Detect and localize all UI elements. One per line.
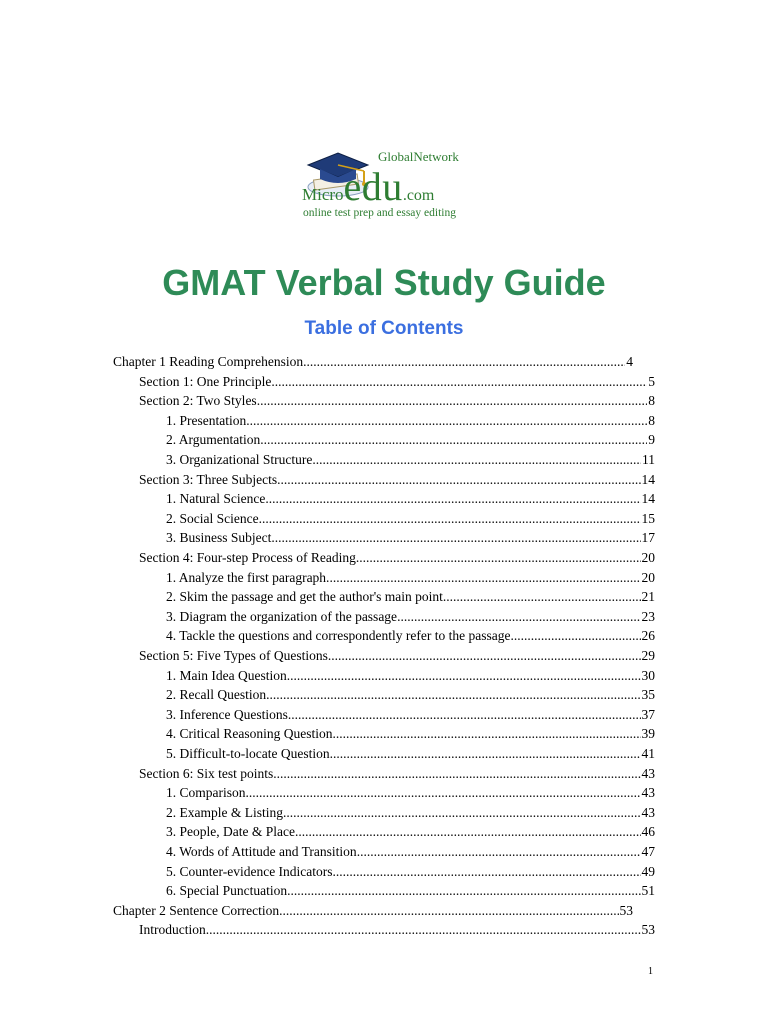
toc-entry[interactable] — [139, 920, 655, 940]
toc-leader-dots — [271, 528, 640, 548]
toc-entry[interactable] — [166, 744, 655, 764]
toc-entry-title: 4. Critical Reasoning Question — [166, 726, 333, 742]
toc-leader-dots — [265, 489, 640, 509]
microedu-logo — [298, 145, 478, 225]
toc-entry-page: 29 — [641, 648, 655, 663]
toc-leader-dots — [333, 862, 641, 882]
toc-entry-page: 43 — [641, 765, 655, 781]
toc-entry-page: 14 — [641, 491, 655, 507]
toc-leader-dots — [288, 705, 641, 725]
toc-leader-dots — [328, 646, 641, 666]
logo-tagline: online test prep and essay editing — [303, 207, 456, 219]
toc-entry-title: 3. Diagram the organization of the passage — [166, 608, 398, 624]
toc-entry[interactable] — [113, 901, 633, 921]
toc-entry-page: 21 — [641, 589, 655, 605]
toc-entry-title: 6. Special Punctuation — [166, 883, 288, 899]
toc-leader-dots — [357, 842, 641, 862]
toc-leader-dots — [330, 744, 641, 764]
toc-entry[interactable] — [166, 862, 655, 882]
toc-entry-title: 2. Social Science — [166, 510, 259, 526]
toc-entry-title: Chapter 2 Sentence Correction — [113, 902, 280, 918]
toc-entry[interactable] — [166, 430, 655, 450]
toc-entry-title: 1. Presentation — [166, 412, 247, 428]
toc-entry[interactable] — [166, 666, 655, 686]
toc-leader-dots — [514, 626, 641, 646]
toc-entry-page: 53 — [641, 922, 655, 938]
toc-entry-page: 46 — [641, 824, 655, 840]
toc-entry-page: 30 — [641, 667, 655, 683]
toc-entry[interactable] — [166, 607, 655, 627]
toc-entry-page: 4 — [626, 354, 633, 369]
toc-entry[interactable] — [166, 587, 655, 607]
toc-leader-dots — [397, 607, 640, 627]
toc-entry[interactable] — [113, 352, 633, 372]
toc-entry-page: 20 — [641, 569, 655, 585]
toc-leader-dots — [287, 881, 640, 901]
toc-entry[interactable] — [166, 822, 655, 842]
toc-leader-dots — [295, 822, 641, 842]
toc-entry[interactable] — [166, 705, 655, 725]
toc-entry-page: 8 — [648, 412, 655, 428]
toc-entry[interactable] — [139, 372, 655, 392]
toc-entry-title: 3. Business Subject — [166, 530, 272, 546]
toc-leader-dots — [266, 685, 640, 705]
toc-leader-dots — [273, 764, 640, 784]
toc-entry[interactable] — [166, 528, 655, 548]
toc-entry-page: 53 — [619, 902, 633, 918]
toc-entry-title: 5. Difficult-to-locate Question — [166, 746, 330, 761]
toc-entry[interactable] — [166, 626, 655, 646]
toc-entry-title: 3. People, Date & Place — [166, 824, 295, 840]
toc-leader-dots — [303, 352, 625, 372]
toc-entry[interactable] — [166, 489, 655, 509]
toc-entry-page: 11 — [642, 452, 655, 467]
toc-entry-page: 26 — [641, 628, 655, 644]
toc-entry[interactable] — [166, 685, 655, 705]
toc-entry[interactable] — [166, 509, 655, 529]
toc-entry-page: 23 — [641, 608, 655, 624]
toc-entry-title: 1. Comparison — [166, 785, 246, 801]
toc-entry-title: 1. Natural Science — [166, 491, 266, 507]
toc-entry-page: 35 — [641, 687, 655, 703]
toc-entry-title: 1. Analyze the first paragraph. — [166, 569, 330, 585]
toc-leader-dots — [246, 411, 647, 431]
toc-entry-title: 4. Words of Attitude and Transition — [166, 844, 357, 859]
toc-entry-page: 39 — [641, 726, 655, 742]
toc-entry[interactable] — [166, 842, 655, 862]
toc-entry-title: Chapter 1 Reading Comprehension — [113, 354, 304, 369]
logo-brand-prefix: Micro — [302, 185, 344, 204]
toc-entry-page: 51 — [641, 883, 655, 899]
toc-leader-dots — [246, 783, 641, 803]
toc-entry-page: 43 — [641, 804, 655, 820]
page-number: 1 — [648, 966, 653, 977]
toc-entry[interactable] — [139, 391, 655, 411]
toc-entry-title: Section 3: Three Subjects — [139, 471, 278, 487]
toc-entry-page: 43 — [641, 785, 655, 801]
toc-entry-title: 2. Example & Listing — [166, 804, 283, 820]
toc-entry-page: 8 — [648, 393, 655, 409]
logo-brand-main: edu — [343, 164, 403, 209]
logo-brand-suffix: .com — [402, 187, 435, 204]
toc-entry-title: 1. Main Idea Question — [166, 667, 287, 683]
toc-leader-dots — [277, 470, 640, 490]
toc-entry-title: 2. Skim the passage and get the author's main point. — [166, 589, 447, 605]
toc-leader-dots — [206, 920, 641, 940]
toc-entry-title: Section 6: Six test points — [139, 765, 274, 781]
toc-leader-dots — [287, 666, 641, 686]
toc-entry[interactable] — [139, 764, 655, 784]
toc-entry[interactable] — [166, 783, 655, 803]
toc-entry-page: 37 — [641, 706, 655, 722]
toc-entry-page: 5 — [648, 373, 655, 389]
toc-leader-dots — [259, 509, 641, 529]
toc-entry-title: 2. Recall Question — [166, 687, 267, 703]
toc-entry-page: 17 — [641, 530, 655, 546]
toc-entry[interactable] — [139, 646, 655, 666]
toc-entry-page: 14 — [641, 471, 655, 487]
toc-leader-dots — [279, 901, 618, 921]
toc-entry-page: 41 — [641, 746, 655, 761]
toc-entry-title: Introduction — [139, 922, 206, 938]
toc-entry-title: 3. Organizational Structure — [166, 452, 313, 467]
toc-entry-title: 2. Argumentation — [166, 432, 261, 448]
toc-entry-title: Section 4: Four-step Process of Reading — [139, 550, 356, 565]
toc-leader-dots — [356, 548, 641, 568]
logo-network-text: GlobalNetwork — [378, 149, 459, 164]
toc-entry-page: 20 — [641, 550, 655, 565]
toc-entry[interactable] — [166, 450, 655, 470]
logo-brand — [302, 163, 434, 210]
toc-entry-title: 3. Inference Questions — [166, 706, 288, 722]
toc-leader-dots — [332, 724, 640, 744]
toc-entry-title: 5. Counter-evidence Indicators — [166, 863, 333, 879]
toc-entry-page: 9 — [648, 432, 655, 448]
toc-leader-dots — [312, 450, 641, 470]
toc-entry[interactable] — [166, 411, 655, 431]
toc-leader-dots — [283, 803, 641, 823]
toc-heading: Table of Contents — [304, 318, 464, 339]
toc-leader-dots — [260, 430, 647, 450]
toc-leader-dots — [271, 372, 647, 392]
toc-leader-dots — [329, 568, 640, 588]
toc-entry[interactable] — [166, 803, 655, 823]
toc-entry-title: Section 5: Five Types of Questions — [139, 648, 328, 663]
toc-entry-page: 49 — [641, 863, 655, 879]
toc-entry-title: 4. Tackle the questions and correspondently refer to the passage. — [166, 628, 514, 644]
toc-entry[interactable] — [166, 881, 655, 901]
toc-leader-dots — [257, 391, 648, 411]
toc-leader-dots — [446, 587, 640, 607]
toc-entry[interactable] — [139, 548, 655, 568]
toc-entry-page: 15 — [641, 510, 655, 526]
document-title: GMAT Verbal Study Guide — [162, 262, 606, 303]
toc-entry-title: Section 2: Two Styles — [139, 393, 257, 409]
toc-entry[interactable] — [166, 724, 655, 744]
toc-entry[interactable] — [139, 470, 655, 490]
toc-entry[interactable] — [166, 568, 655, 588]
toc-entry-title: Section 1: One Principle — [139, 373, 272, 389]
toc-entry-page: 47 — [641, 844, 655, 859]
